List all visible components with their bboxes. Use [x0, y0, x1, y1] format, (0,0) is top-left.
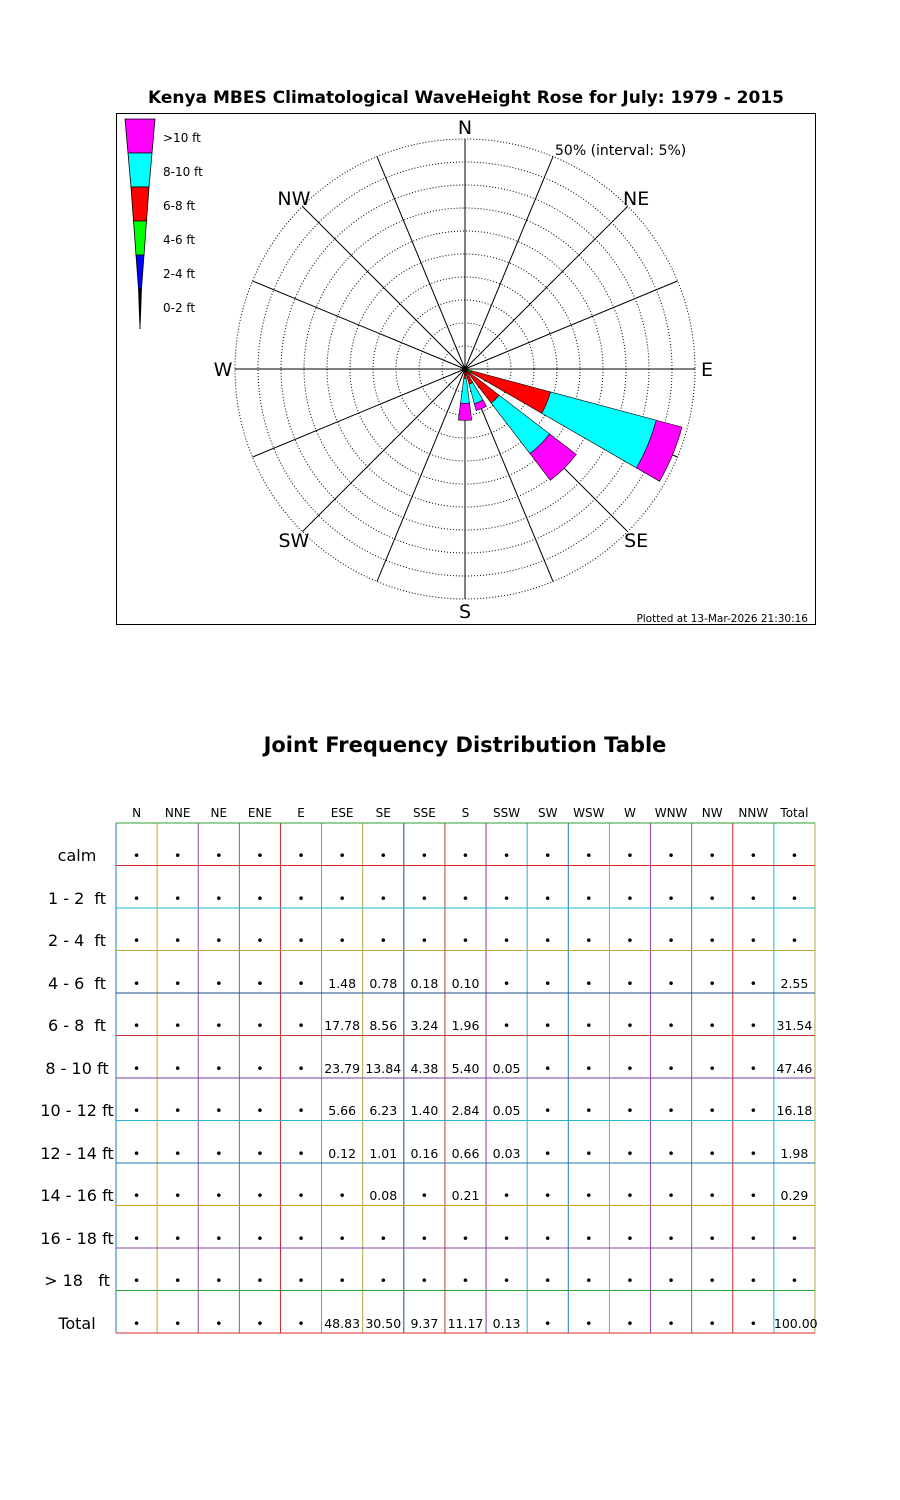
column-header: Total — [780, 806, 809, 820]
table-cell: • — [544, 1060, 552, 1076]
rose-spoke — [253, 369, 465, 457]
compass-label-s: S — [458, 601, 472, 623]
table-cell: • — [667, 1018, 675, 1033]
table-cell: • — [667, 933, 675, 948]
table-cell: • — [502, 1230, 511, 1246]
table-cell: • — [420, 1273, 429, 1288]
table-cell: • — [379, 1273, 387, 1288]
row-label: Total — [58, 1313, 96, 1333]
row-label: 4 - 6 ft — [47, 973, 107, 993]
table-cell: • — [297, 1273, 305, 1288]
row-label: 12 - 14 ft — [40, 1143, 114, 1163]
table-cell: 0.13 — [492, 1315, 521, 1331]
table-cell: • — [215, 1273, 223, 1288]
table-cell: • — [544, 1188, 552, 1203]
row-label: > 18 ft — [44, 1271, 110, 1290]
table-cell: • — [297, 1018, 305, 1033]
table-cell: • — [256, 1188, 264, 1203]
table-cell: • — [667, 1188, 675, 1203]
column-header: NW — [701, 806, 723, 820]
table-cell: 47.46 — [776, 1060, 813, 1076]
table-cell: • — [667, 1060, 675, 1076]
table-cell: • — [173, 933, 182, 948]
table-cell: 23.79 — [324, 1060, 361, 1076]
table-cell: • — [626, 1018, 634, 1033]
table-cell: • — [544, 1103, 552, 1118]
table-cell: • — [173, 1230, 182, 1246]
table-cell: • — [132, 933, 141, 948]
table-cell: • — [420, 890, 429, 906]
rose-spoke — [253, 281, 465, 369]
table-cell: • — [215, 848, 223, 863]
table-cell: • — [256, 1230, 264, 1246]
table-cell: • — [790, 848, 799, 863]
table-cell: • — [544, 1230, 552, 1246]
column-header: N — [132, 806, 142, 820]
table-cell: • — [585, 1273, 593, 1288]
compass-label-ne: NE — [623, 187, 650, 210]
legend-label: >10 ft — [163, 131, 201, 145]
table-cell: • — [297, 890, 305, 906]
table-cell: • — [256, 1273, 264, 1288]
table-cell: • — [708, 1273, 716, 1288]
column-header: NE — [210, 806, 228, 820]
column-header: E — [297, 806, 305, 820]
column-header: SSW — [493, 806, 521, 820]
table-cell: • — [338, 933, 346, 948]
column-header: NNE — [164, 806, 191, 820]
ring-interval-label: 50% (interval: 5%) — [555, 143, 687, 159]
table-cell: • — [626, 1145, 634, 1161]
column-header: WSW — [573, 806, 605, 820]
column-header: SW — [537, 806, 558, 820]
table-cell: • — [708, 1188, 716, 1203]
table-cell: • — [132, 1145, 141, 1161]
table-cell: • — [749, 1273, 757, 1288]
table-cell: • — [708, 1315, 716, 1331]
table-cell: • — [215, 1018, 223, 1033]
table-cell: • — [749, 1060, 757, 1076]
table-cell: • — [667, 1230, 675, 1246]
table-cell: • — [749, 1145, 757, 1161]
table-cell: • — [790, 1273, 799, 1288]
table-cell: • — [749, 1230, 757, 1246]
table-cell: • — [585, 890, 593, 906]
table-cell: • — [585, 1103, 593, 1118]
table-cell: • — [173, 890, 182, 906]
rose-spoke — [465, 281, 677, 369]
table-cell: • — [338, 1188, 346, 1203]
legend-swatch — [128, 153, 152, 187]
column-header: WNW — [654, 806, 688, 820]
table-cell: • — [256, 933, 264, 948]
compass-label-sw: SW — [278, 530, 310, 553]
table-cell: • — [749, 1018, 757, 1033]
table-cell: • — [256, 1018, 264, 1033]
table-cell: 100.00 — [773, 1315, 818, 1331]
table-cell: • — [544, 933, 552, 948]
table-cell: • — [420, 1188, 429, 1203]
table-cell: • — [297, 1188, 305, 1203]
legend-swatch — [131, 187, 149, 221]
table-cell: • — [708, 933, 716, 948]
table-cell: 0.21 — [451, 1188, 480, 1203]
table-cell: • — [420, 1230, 429, 1246]
table-cell: • — [749, 890, 757, 906]
table-cell: • — [173, 1188, 182, 1203]
table-cell: • — [626, 1230, 634, 1246]
rose-spoke — [302, 369, 465, 532]
compass-label-e: E — [700, 359, 714, 381]
table-cell: • — [667, 1315, 675, 1331]
table-cell: • — [215, 1188, 223, 1203]
table-cell: • — [790, 1230, 799, 1246]
table-cell: • — [544, 975, 552, 991]
row-label: 6 - 8 ft — [47, 1016, 107, 1035]
table-cell: • — [749, 1188, 757, 1203]
table-cell: • — [256, 1315, 264, 1331]
table-cell: • — [132, 848, 141, 863]
table-cell: • — [132, 1018, 141, 1033]
table-cell: • — [461, 890, 470, 906]
table-cell: 0.03 — [492, 1145, 521, 1161]
table-cell: • — [626, 1315, 634, 1331]
legend-label: 4-6 ft — [163, 233, 196, 247]
table-cell: • — [667, 1273, 675, 1288]
table-cell: • — [379, 1230, 387, 1246]
table-cell: • — [544, 1018, 552, 1033]
table-cell: 30.50 — [365, 1315, 402, 1331]
table-cell: • — [667, 975, 675, 991]
table-cell: • — [173, 1103, 182, 1118]
table-cell: • — [132, 1230, 141, 1246]
table-cell: • — [790, 890, 799, 906]
table-cell: • — [790, 933, 799, 948]
table-cell: • — [379, 890, 387, 906]
table-cell: • — [626, 1188, 634, 1203]
table-cell: • — [379, 933, 387, 948]
rose-title: Kenya MBES Climatological WaveHeight Rose for July: 1979 - 2015 — [148, 88, 784, 108]
table-cell: • — [132, 1103, 141, 1118]
table-cell: • — [502, 1188, 511, 1203]
table-cell: • — [708, 1145, 716, 1161]
table-cell: • — [132, 975, 141, 991]
table-cell: 0.05 — [492, 1103, 521, 1118]
table-cell: 16.18 — [776, 1103, 813, 1118]
table-cell: • — [708, 848, 716, 863]
table-cell: • — [626, 1273, 634, 1288]
table-cell: • — [338, 1273, 346, 1288]
rose-petal-s — [461, 378, 470, 403]
compass-label-nw: NW — [277, 187, 311, 210]
table-cell: • — [585, 933, 593, 948]
table-cell: • — [544, 890, 552, 906]
legend-swatch — [125, 119, 155, 153]
legend-label: 6-8 ft — [163, 199, 196, 213]
row-label: 1 - 2 ft — [47, 888, 107, 908]
column-header: ESE — [330, 806, 354, 820]
table-cell: • — [585, 975, 593, 991]
table-cell: • — [626, 975, 634, 991]
table-cell: • — [256, 890, 264, 906]
table-cell: 8.56 — [369, 1018, 398, 1033]
table-cell: • — [667, 1103, 675, 1118]
table-cell: • — [338, 1230, 346, 1246]
table-cell: 1.96 — [451, 1018, 480, 1033]
table-cell: • — [667, 848, 675, 863]
table-cell: • — [297, 1230, 305, 1246]
table-cell: • — [256, 1145, 264, 1161]
rose-spoke — [377, 157, 465, 369]
table-cell: • — [667, 1145, 675, 1161]
table-cell: • — [502, 890, 511, 906]
rose-spoke — [377, 369, 465, 581]
table-cell: • — [215, 1230, 223, 1246]
column-header: NNW — [738, 806, 769, 820]
table-cell: 0.78 — [369, 975, 398, 991]
table-cell: 13.84 — [365, 1060, 402, 1076]
rose-spoke — [465, 157, 553, 369]
table-cell: • — [132, 1188, 141, 1203]
table-cell: • — [132, 890, 141, 906]
table-cell: 11.17 — [447, 1315, 484, 1331]
table-cell: • — [708, 1230, 716, 1246]
table-cell: 0.12 — [328, 1145, 357, 1161]
table-cell: • — [132, 1315, 141, 1331]
table-cell: • — [173, 975, 182, 991]
table-cell: • — [256, 1060, 264, 1076]
table-cell: • — [667, 890, 675, 906]
table-cell: • — [749, 1103, 757, 1118]
table-cell: • — [585, 1018, 593, 1033]
table-cell: 0.18 — [410, 975, 439, 991]
table-cell: • — [256, 975, 264, 991]
table-cell: • — [173, 1060, 182, 1076]
table-cell: • — [215, 933, 223, 948]
table-cell: • — [749, 933, 757, 948]
table-cell: • — [215, 1103, 223, 1118]
table-cell: • — [502, 1273, 511, 1288]
table-cell: • — [544, 1273, 552, 1288]
table-cell: • — [420, 848, 429, 863]
table-cell: • — [708, 1103, 716, 1118]
compass-label-w: W — [213, 359, 233, 381]
table-cell: 0.16 — [410, 1145, 439, 1161]
table-cell: • — [708, 975, 716, 991]
table-cell: • — [708, 1060, 716, 1076]
table-cell: • — [585, 1315, 593, 1331]
table-cell: • — [461, 933, 470, 948]
table-cell: • — [379, 848, 387, 863]
column-header: ENE — [247, 806, 272, 820]
table-cell: 48.83 — [324, 1315, 361, 1331]
table-cell: • — [585, 1060, 593, 1076]
rose-spoke — [465, 206, 628, 369]
table-cell: • — [297, 975, 305, 991]
table-cell: • — [173, 1273, 182, 1288]
table-cell: • — [626, 1103, 634, 1118]
column-header: S — [461, 806, 470, 820]
table-cell: • — [585, 1188, 593, 1203]
table-cell: • — [708, 1018, 716, 1033]
table-cell: • — [338, 890, 346, 906]
table-cell: • — [626, 1060, 634, 1076]
table-cell: 31.54 — [776, 1018, 813, 1033]
row-label: 14 - 16 ft — [40, 1186, 114, 1205]
table-cell: • — [256, 1103, 264, 1118]
table-cell: 1.98 — [780, 1145, 809, 1161]
row-label: 8 - 10 ft — [45, 1058, 109, 1078]
table-cell: 5.40 — [451, 1060, 480, 1076]
table-cell: 6.23 — [369, 1103, 398, 1118]
table-cell: • — [502, 1018, 511, 1033]
table-cell: • — [749, 1315, 757, 1331]
table-cell: • — [626, 848, 634, 863]
table-cell: • — [173, 848, 182, 863]
table-cell: • — [297, 1315, 305, 1331]
row-label: calm — [57, 846, 97, 865]
table-cell: 0.66 — [451, 1145, 480, 1161]
table-cell: 2.84 — [451, 1103, 480, 1118]
table-cell: • — [749, 975, 757, 991]
table-cell: • — [297, 1145, 305, 1161]
table-cell: • — [215, 890, 223, 906]
table-cell: • — [256, 848, 264, 863]
table-cell: • — [132, 1060, 141, 1076]
table-cell: • — [215, 975, 223, 991]
row-label: 16 - 18 ft — [40, 1228, 114, 1248]
table-cell: • — [544, 1145, 552, 1161]
table-cell: • — [544, 1315, 552, 1331]
table-cell: 2.55 — [780, 975, 809, 991]
row-label: 10 - 12 ft — [40, 1101, 114, 1120]
table-cell: • — [544, 848, 552, 863]
rose-spoke — [302, 206, 465, 369]
table-cell: • — [585, 1230, 593, 1246]
table-cell: • — [708, 890, 716, 906]
table-cell: • — [585, 1145, 593, 1161]
table-cell: 0.08 — [369, 1188, 398, 1203]
table-cell: 0.05 — [492, 1060, 521, 1076]
legend-swatch — [139, 289, 142, 323]
table-cell: • — [502, 975, 511, 991]
column-header: W — [624, 806, 636, 820]
table-cell: 9.37 — [410, 1315, 439, 1331]
table-cell: 0.10 — [451, 975, 480, 991]
row-label: 2 - 4 ft — [47, 931, 107, 950]
table-cell: • — [297, 1060, 305, 1076]
table-cell: • — [749, 848, 757, 863]
table-cell: 0.29 — [780, 1188, 809, 1203]
compass-label-n: N — [457, 117, 473, 139]
table-cell: • — [215, 1145, 223, 1161]
table-cell: • — [626, 890, 634, 906]
table-cell: • — [502, 933, 511, 948]
table-cell: • — [461, 848, 470, 863]
legend-label: 8-10 ft — [163, 165, 203, 179]
table-cell: • — [173, 1315, 182, 1331]
table-cell: 1.01 — [369, 1145, 398, 1161]
table-cell: • — [502, 848, 511, 863]
table-cell: 4.38 — [410, 1060, 439, 1076]
table-cell: • — [297, 1103, 305, 1118]
table-title: Joint Frequency Distribution Table — [263, 733, 667, 757]
table-cell: • — [461, 1273, 470, 1288]
table-cell: • — [173, 1018, 182, 1033]
compass-label-se: SE — [624, 530, 649, 553]
table-cell: • — [420, 933, 429, 948]
table-cell: • — [215, 1060, 223, 1076]
table-cell: 1.40 — [410, 1103, 439, 1118]
table-cell: • — [626, 933, 634, 948]
table-cell: • — [585, 848, 593, 863]
table-cell: • — [297, 848, 305, 863]
table-cell: 3.24 — [410, 1018, 439, 1033]
table-cell: • — [338, 848, 346, 863]
column-header: SE — [375, 806, 391, 820]
table-cell: • — [173, 1145, 182, 1161]
legend-swatch — [134, 221, 147, 255]
table-cell: 1.48 — [328, 975, 357, 991]
plot-timestamp: Plotted at 13-Mar-2026 21:30:16 — [636, 613, 808, 625]
legend-swatch — [136, 255, 144, 289]
legend-label: 0-2 ft — [163, 301, 196, 315]
legend-label: 2-4 ft — [163, 267, 196, 281]
table-cell: • — [461, 1230, 470, 1246]
table-cell: 17.78 — [324, 1018, 361, 1033]
table-cell: • — [297, 933, 305, 948]
table-cell: 5.66 — [328, 1103, 357, 1118]
wave-rose-chart — [116, 113, 816, 625]
table-cell: • — [132, 1273, 141, 1288]
rose-petal-s — [458, 403, 471, 420]
table-cell: • — [215, 1315, 223, 1331]
column-header: SSE — [412, 806, 436, 820]
